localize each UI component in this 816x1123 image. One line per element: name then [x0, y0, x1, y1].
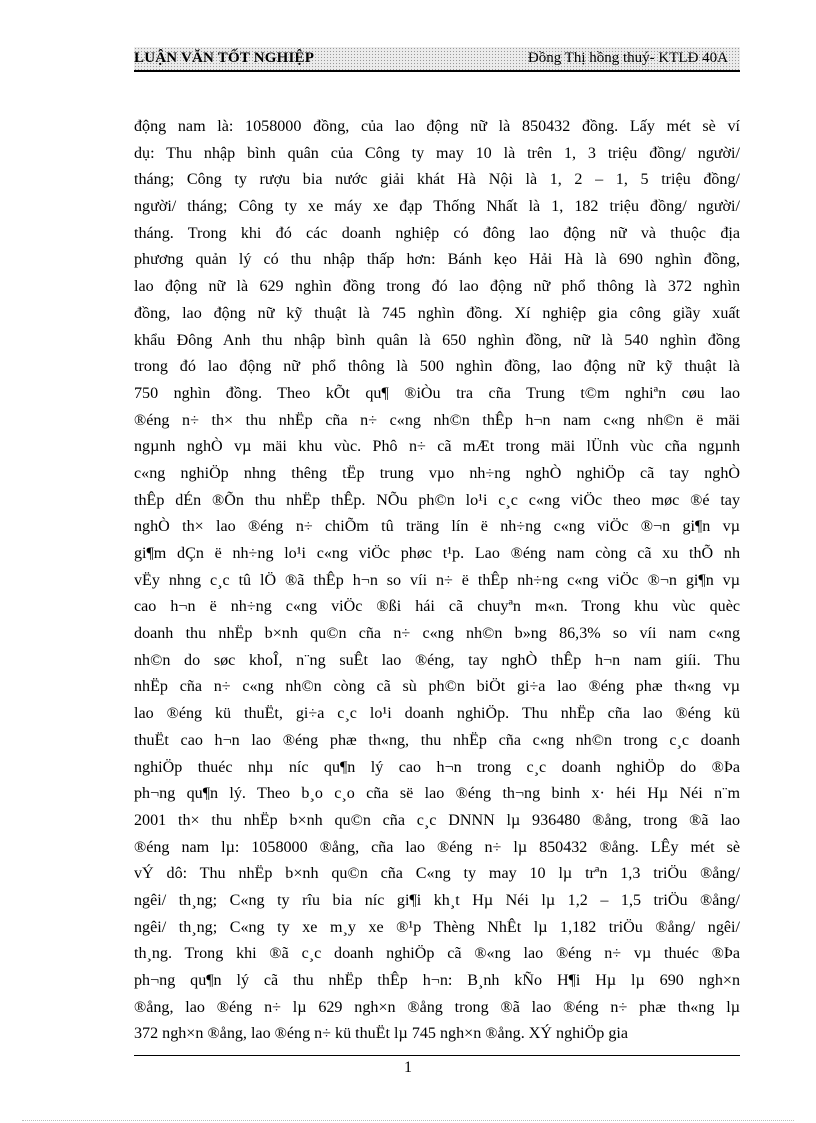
text-line: doanh thu nhËp b×nh qu©n cña n÷ c«ng nh©n b»ng 86,3% so víi nam c«ng [134, 625, 740, 643]
text-line: ngêi/ th¸ng; C«ng ty rîu bia níc gi¶i kh¸t Hµ Néi lµ 1,2 – 1,5 triÖu ®ång/ [134, 891, 740, 909]
text-line: gi¶m dÇn ë nh÷ng lo¹i c«ng viÖc phøc t¹p. Lao ®éng nam còng cã xu thÕ nh [134, 545, 740, 562]
text-line: ®ång, lao ®éng n÷ lµ 629 ngh×n ®ång trong ®ã lao ®éng n÷ phæ th«ng lµ [134, 998, 740, 1016]
text-line: ph¬ng qu¶n lý cã thu nhËp thÊp h¬n: B¸nh kÑo H¶i Hµ lµ 690 ngh×n [134, 972, 740, 989]
text-line: 2001 th× thu nhËp b×nh qu©n cña c¸c DNNN lµ 936480 ®ång, trong ®ã lao [134, 811, 740, 829]
text-line: đồng, lao động nữ kỹ thuật là 745 nghìn đồng. Xí nghiệp gia công giầy xuất [134, 304, 740, 322]
text-line: 372 ngh×n ®ång, lao ®éng n÷ kü thuËt lµ 745 ngh×n ®ång. XÝ nghiÖp gia [134, 1025, 629, 1043]
text-line: người/ tháng; Công ty xe máy xe đạp Thống Nhất là 1, 182 triệu đồng/ người/ [134, 198, 740, 216]
text-line: động nam là: 1058000 đồng, của lao động nữ là 850432 đồng. Lấy mét sè ví [134, 118, 740, 135]
text-line: nghiÖp thuéc nhµ níc qu¶n lý cao h¬n trong c¸c doanh nghiÖp do ®Þa [134, 758, 740, 776]
text-line: ph¬ng qu¶n lý. Theo b¸o c¸o cña së lao ®éng th¬ng binh x· héi Hµ Néi n¨m [134, 785, 740, 803]
text-line: th¸ng. Trong khi ®ã c¸c doanh nghiÖp cã ®«ng lao ®éng n÷ vµ thuéc ®Þa [134, 945, 740, 963]
thesis-title: LUẬN VĂN TỐT NGHIỆP [134, 50, 315, 66]
text-line: khẩu Đông Anh thu nhập bình quân là 650 nghìn đồng, nữ là 540 nghìn đồng [134, 331, 740, 349]
text-line: nghÒ th× lao ®éng n÷ chiÕm tû träng lín ë nh÷ng c«ng viÖc ®¬n gi¶n vµ [134, 518, 740, 536]
text-line: tháng. Trong khi đó các doanh nghiệp có đông lao động nữ và thuộc địa [134, 224, 740, 242]
text-line: thÊp dÉn ®Õn thu nhËp thÊp. NÕu ph©n lo¹i c¸c c«ng viÖc theo møc ®é tay [134, 491, 740, 509]
text-line: vËy nhng c¸c tû lÖ ®ã thÊp h¬n so víi n÷ ë thÊp nh÷ng c«ng viÖc ®¬n gi¶n vµ [134, 571, 740, 589]
page-bottom-border [22, 1120, 794, 1121]
text-line: cao h¬n ë nh÷ng c«ng viÖc ®ßi hái cã chuyªn m«n. Trong khu vùc quèc [134, 598, 740, 616]
text-line: lao ®éng kü thuËt, gi÷a c¸c lo¹i doanh nghiÖp. Thu nhËp cña lao ®éng kü [134, 705, 740, 723]
text-line: lao động nữ là 629 nghìn đồng trong đó lao động nữ phổ thông là 372 nghìn [134, 278, 740, 296]
body-text [134, 114, 740, 1048]
author-info: Đồng Thị hồng thuý- KTLĐ 40A [527, 50, 728, 66]
text-line: vÝ dô: Thu nhËp b×nh qu©n cña C«ng ty may 10 lµ trªn 1,3 triÖu ®ång/ [134, 865, 740, 883]
text-line: ngêi/ th¸ng; C«ng ty xe m¸y xe ®¹p Thèng NhÊt lµ 1,182 triÖu ®ång/ ngêi/ [134, 918, 740, 936]
text-line: ®éng nam lµ: 1058000 ®ång, cña lao ®éng n÷ lµ 850432 ®ång. LÊy mét sè [134, 838, 740, 856]
text-line: dụ: Thu nhập bình quân của Công ty may 10 là trên 1, 3 triệu đồng/ người/ [134, 144, 740, 162]
page-number: 1 [404, 1059, 412, 1076]
text-line: nhËp cña n÷ c«ng nh©n còng cã sù ph©n biÖt gi÷a lao ®éng phæ th«ng vµ [134, 678, 740, 696]
text-line: nh©n do søc khoÎ, n¨ng suÊt lao ®éng, tay nghÒ thÊp h¬n nam giíi. Thu [134, 651, 740, 669]
text-line: 750 nghìn đồng. Theo kÕt qu¶ ®iÒu tra cña Trung t©m nghiªn cøu lao [134, 384, 740, 402]
text-line: c«ng nghiÖp nhng thêng tËp trung vµo nh÷ng nghÒ nghiÖp cã tay nghÒ [134, 464, 740, 482]
page-header [134, 47, 740, 72]
text-line: ngµnh nghÒ vµ mäi khu vùc. Phô n÷ cã mÆt trong mäi lÜnh vùc cña ngµnh [134, 438, 740, 456]
text-line: trong đó lao động nữ phổ thông là 500 nghìn đồng, lao động nữ kỹ thuật là [134, 358, 740, 376]
text-line: ®éng n÷ th× thu nhËp cña n÷ c«ng nh©n thÊp h¬n nam c«ng nh©n ë mäi [134, 411, 740, 429]
text-line: tháng; Công ty rượu bia nước giải khát Hà Nội là 1, 2 – 1, 5 triệu đồng/ [134, 171, 740, 189]
footer-divider [134, 1055, 740, 1056]
text-line: thuËt cao h¬n lao ®éng phæ th«ng, thu nhËp cña c«ng nh©n trong c¸c doanh [134, 731, 740, 749]
text-line: phương quản lý có thu nhập thấp hơn: Bánh kẹo Hải Hà là 690 nghìn đồng, [134, 251, 740, 269]
